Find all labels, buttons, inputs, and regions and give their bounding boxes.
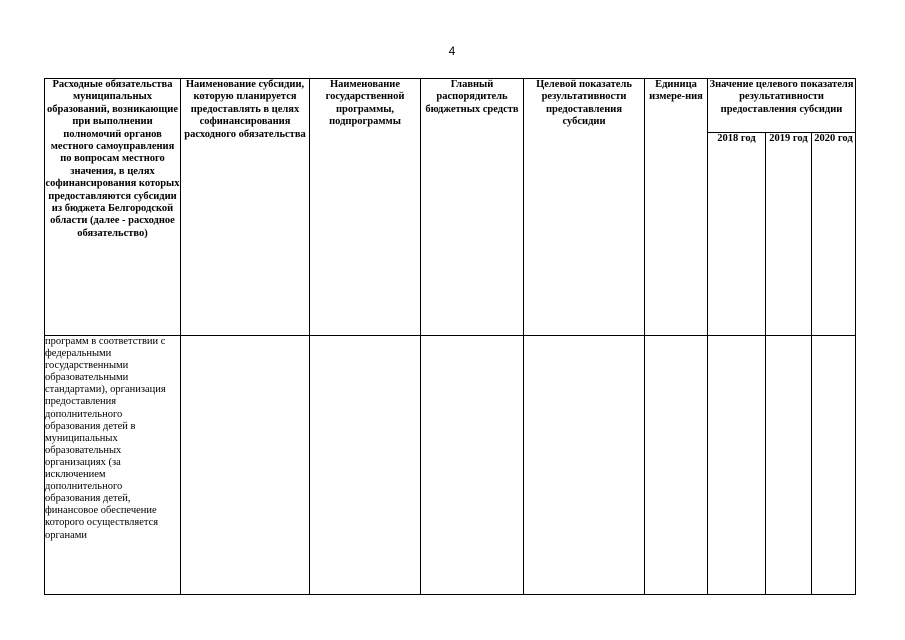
header-year-2020: 2020 год — [812, 133, 856, 336]
cell-manager — [421, 336, 524, 595]
header-year-2019: 2019 год — [766, 133, 812, 336]
cell-program — [310, 336, 421, 595]
header-target-indicator: Целевой показатель результативности предоставления субсидии — [524, 79, 645, 336]
cell-value-2018 — [708, 336, 766, 595]
cell-indicator — [524, 336, 645, 595]
cell-value-2019 — [766, 336, 812, 595]
header-obligation: Расходные обязательства муниципальных образований, возникающие при выполнении полномочий органов местного самоуправления по вопросам местного значения, в целях софинансирования которых предоставляются субсидии из бюджета Белгородской области (далее - расходное обязательство) — [45, 79, 181, 336]
header-program-name: Наименование государственной программы, подпрограммы — [310, 79, 421, 336]
header-subsidy-name: Наименование субсидии, которую планируется предоставлять в целях софинансирования расходного обязательства — [181, 79, 310, 336]
cell-unit — [645, 336, 708, 595]
header-year-2018: 2018 год — [708, 133, 766, 336]
header-unit: Единица измере-ния — [645, 79, 708, 336]
cell-value-2020 — [812, 336, 856, 595]
cell-obligation: программ в соответствии с федеральными государственными образовательными стандартами), организация предоставления дополнительного образования детей в муниципальных образовательных организациях (за исключением дополнительного образования детей, финансовое обеспечение которого осуществляется органами — [45, 336, 181, 595]
table-row — [45, 336, 856, 595]
page-number: 4 — [448, 44, 456, 58]
cell-subsidy — [181, 336, 310, 595]
header-target-value: Значение целевого показателя результативности предоставления субсидии — [708, 79, 856, 133]
subsidy-table — [44, 78, 856, 595]
header-budget-manager: Главный распорядитель бюджетных средств — [421, 79, 524, 336]
